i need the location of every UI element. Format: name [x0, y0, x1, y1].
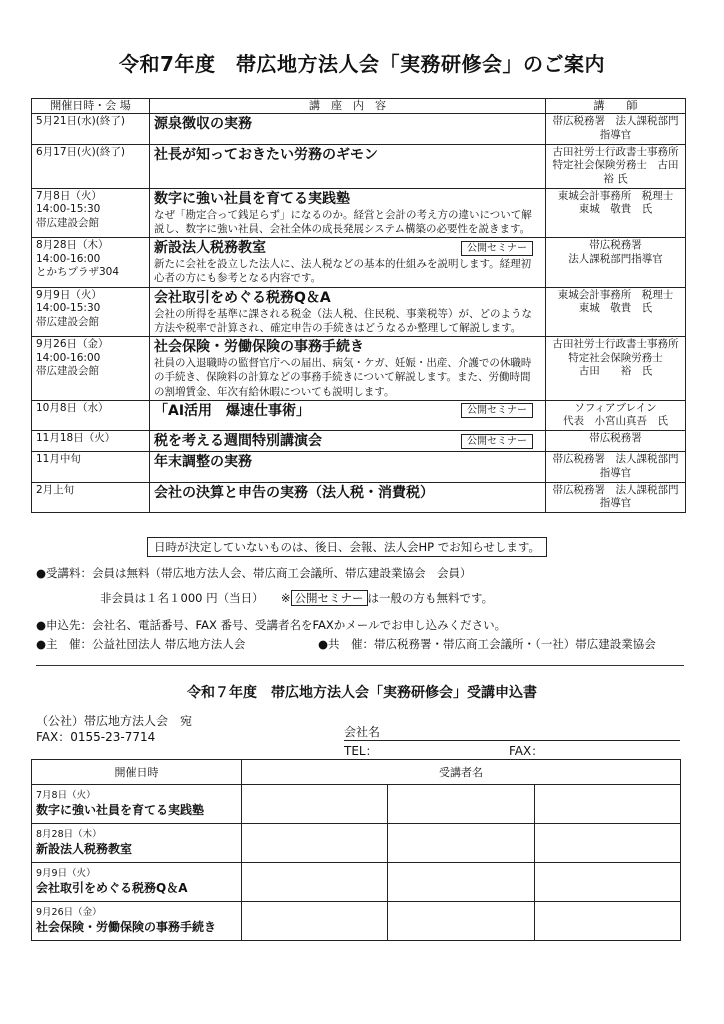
instructor: 帯広税務署 法人課税部門指導官	[546, 482, 686, 512]
course-description: 新たに会社を設立した法人に、法人税などの基本的仕組みを説明します。経理初心者の方にも参考となる内容です。	[154, 258, 532, 285]
session-date: 8月28日（木） 14:00-16:00 とかちプラザ304	[32, 238, 150, 288]
schedule-row	[32, 287, 686, 337]
session-date: 5月21日(水)(終了)	[32, 114, 150, 144]
attendee-name-field[interactable]	[388, 902, 534, 941]
cohost-info: ●共 催：帯広税務署・帯広商工会議所・（一社）帯広建設業協会	[318, 637, 656, 651]
public-seminar-badge: 公開セミナー	[461, 241, 533, 256]
application-table	[31, 759, 681, 941]
session-date: 11月18日（火）	[32, 431, 150, 452]
public-seminar-badge: 公開セミナー	[461, 403, 533, 418]
schedule-row	[32, 144, 686, 188]
session-content	[150, 287, 546, 337]
course-heading	[154, 338, 541, 356]
course-description: なぜ「勘定合って銭足らず」になるのか。経営と会計の考え方の違いについて解説し、数字に強い社員、会社全体の成長発展システム構築の必要性を説きます。	[154, 208, 532, 235]
course-heading	[154, 146, 541, 164]
header-date: 開催日時・会 場	[32, 99, 150, 114]
attendee-name-field[interactable]	[242, 902, 388, 941]
application-date: 9月9日（火）	[36, 868, 96, 879]
header-content: 講 座 内 容	[150, 99, 546, 114]
course-heading	[154, 239, 541, 257]
session-content	[150, 337, 546, 401]
course-title: 新設法人税務教室	[154, 240, 266, 257]
schedule-row	[32, 337, 686, 401]
schedule-row	[32, 188, 686, 238]
schedule-row	[32, 431, 686, 452]
form-header-attendee: 受講者名	[242, 760, 681, 785]
schedule-row	[32, 452, 686, 482]
session-date: 7月8日（火） 14:00-15:30 帯広建設会館	[32, 188, 150, 238]
application-row	[32, 863, 681, 902]
course-title: 源泉徴収の実務	[154, 116, 252, 133]
form-title: 令和７年度 帯広地方法人会「実務研修会」受講申込書	[187, 685, 537, 701]
attendee-name-field[interactable]	[388, 824, 534, 863]
course-heading	[154, 190, 541, 208]
session-date: 2月上旬	[32, 482, 150, 512]
schedule-row	[32, 482, 686, 512]
course-title: 社長が知っておきたい労務のギモン	[154, 146, 378, 163]
attendee-name-field[interactable]	[388, 785, 534, 824]
schedule-table	[31, 98, 689, 513]
instructor: 古田社労士行政書士事務所特定社会保険労務士 古田 裕 氏	[546, 144, 686, 188]
schedule-row	[32, 114, 686, 144]
schedule-row	[32, 238, 686, 288]
course-title: 税を考える週間特別講演会	[154, 433, 322, 450]
session-date: 10月8日（水）	[32, 400, 150, 430]
host-info: ●主 催：公益社団法人 帯広地方法人会	[36, 637, 246, 651]
course-heading	[154, 289, 541, 307]
session-date: 9月9日（火） 14:00-15:30 帯広建設会館	[32, 287, 150, 337]
instructor: 帯広税務署	[546, 431, 686, 452]
fee-info: ●受講料：会員は無料（帯広地方法人会、帯広商工会議所、帯広建設業協会 会員）	[36, 566, 472, 580]
fax-label: FAX：	[509, 744, 544, 758]
attendee-name-field[interactable]	[388, 863, 534, 902]
form-fax-number: FAX：0155-23-7714	[36, 730, 156, 744]
application-course: 新設法人税務教室	[36, 842, 133, 856]
session-date: 11月中旬	[32, 452, 150, 482]
session-content	[150, 400, 546, 430]
application-course: 数字に強い社員を育てる実践塾	[36, 803, 205, 817]
application-course: 会社取引をめぐる税務Q＆A	[36, 881, 188, 895]
header-instructor: 講 師	[546, 99, 686, 114]
attendee-name-field[interactable]	[534, 902, 680, 941]
apply-info: ●申込先：会社名、電話番号、FAX 番号、受講者名をFAXかメールでお申し込みください。	[36, 618, 507, 632]
page-title: 令和7年度 帯広地方法人会「実務研修会」のご案内	[119, 52, 605, 76]
application-session	[32, 785, 242, 824]
session-content	[150, 452, 546, 482]
instructor: 帯広税務署 法人課税部門指導官	[546, 238, 686, 288]
instructor: 東城会計事務所 税理士 東城 敬貴 氏	[546, 287, 686, 337]
fee-nonmember-text: 非会員は１名１000 円（当日） ※	[100, 591, 291, 605]
public-seminar-badge: 公開セミナー	[461, 434, 533, 449]
schedule-notice: 日時が決定していないものは、後日、会報、法人会HP でお知らせします。	[147, 537, 547, 557]
application-row	[32, 902, 681, 941]
application-date: 7月8日（火）	[36, 790, 96, 801]
attendee-name-field[interactable]	[242, 824, 388, 863]
session-content	[150, 144, 546, 188]
schedule-row	[32, 400, 686, 430]
session-content	[150, 114, 546, 144]
course-title: 社会保険・労働保険の事務手続き	[154, 339, 364, 356]
instructor: ソフィアブレイン 代表 小宮山真吾 氏	[546, 400, 686, 430]
tel-label: TEL：	[344, 744, 378, 758]
attendee-name-field[interactable]	[534, 863, 680, 902]
course-title: 「AI活用 爆速仕事術」	[154, 402, 311, 419]
public-seminar-badge: 公開セミナー	[291, 590, 368, 606]
company-label: 会社名	[344, 725, 381, 739]
application-row	[32, 785, 681, 824]
session-date: 9月26日（金） 14:00-16:00 帯広建設会館	[32, 337, 150, 401]
contact-field[interactable]	[344, 742, 680, 760]
course-title: 数字に強い社員を育てる実践塾	[154, 190, 350, 207]
application-session	[32, 902, 242, 941]
form-recipient: （公社）帯広地方法人会 宛	[36, 714, 193, 728]
session-content	[150, 238, 546, 288]
course-title: 会社の決算と申告の実務（法人税・消費税）	[154, 484, 434, 501]
course-heading	[154, 432, 541, 450]
course-title: 年末調整の実務	[154, 454, 252, 471]
session-content	[150, 482, 546, 512]
instructor: 東城会計事務所 税理士 東城 敬貴 氏	[546, 188, 686, 238]
course-heading	[154, 115, 541, 133]
attendee-name-field[interactable]	[242, 863, 388, 902]
fee-public-text: は一般の方も無料です。	[367, 591, 494, 605]
application-date: 9月26日（金）	[36, 907, 102, 918]
session-date: 6月17日(火)(終了)	[32, 144, 150, 188]
schedule-header-row	[32, 99, 686, 114]
course-title: 会社取引をめぐる税務Q＆A	[154, 289, 331, 306]
instructor: 古田社労士行政書士事務所 特定社会保険労務士 古田 裕 氏	[546, 337, 686, 401]
course-heading	[154, 484, 541, 502]
course-description: 会社の所得を基準に課される税金（法人税、住民税、事業税等）が、どのような方法や税率で計算され、確定申告の手続きはどうなるか整理して解説します。	[154, 307, 532, 334]
form-header-date: 開催日時	[32, 760, 242, 785]
course-description: 社員の入退職時の監督官庁への届出、病気・ケガ、妊娠・出産、介護での休職時の手続き、保険料の計算などの事務手続きについて解説します。また、労働時間の割増賃金、年次有給休暇についても説明します。	[154, 357, 532, 398]
application-row	[32, 824, 681, 863]
application-session	[32, 824, 242, 863]
company-name-field[interactable]	[344, 723, 680, 741]
application-course: 社会保険・労働保険の事務手続き	[36, 920, 217, 934]
attendee-name-field[interactable]	[534, 824, 680, 863]
divider	[36, 665, 684, 666]
application-date: 8月28日（木）	[36, 829, 102, 840]
attendee-name-field[interactable]	[242, 785, 388, 824]
course-heading	[154, 453, 541, 471]
fee-nonmember	[100, 590, 493, 606]
instructor: 帯広税務署 法人課税部門指導官	[546, 114, 686, 144]
session-content	[150, 431, 546, 452]
attendee-name-field[interactable]	[534, 785, 680, 824]
session-content	[150, 188, 546, 238]
course-heading	[154, 402, 541, 420]
application-session	[32, 863, 242, 902]
instructor: 帯広税務署 法人課税部門指導官	[546, 452, 686, 482]
